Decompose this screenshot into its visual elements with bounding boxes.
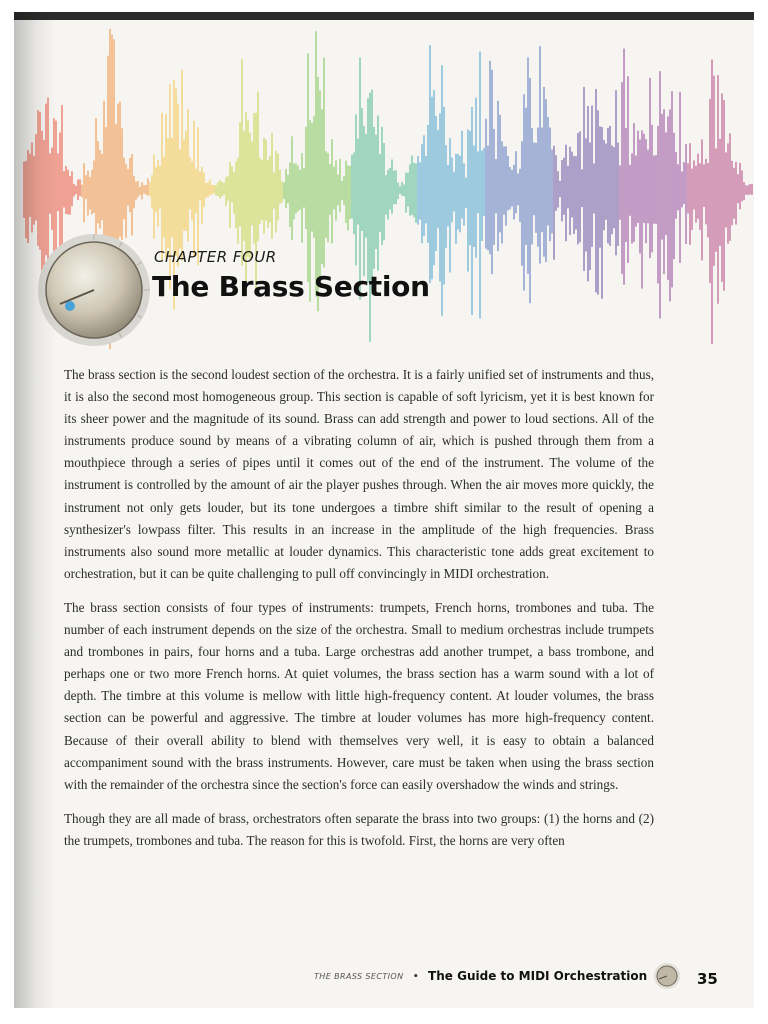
chapter-label: CHAPTER FOUR xyxy=(154,248,277,266)
footer-knob-icon xyxy=(653,962,681,990)
chapter-title: The Brass Section xyxy=(152,270,430,303)
footer-chapter-name: THE BRASS SECTION xyxy=(314,971,404,981)
book-page xyxy=(14,12,754,1008)
page-top-edge xyxy=(14,12,754,20)
footer-separator: • xyxy=(413,968,419,983)
paragraph-3: Though they are all made of brass, orchestrators often separate the brass into two groups: (1) the horns and (2) the trumpets, trombones and tuba. The reason for this is twofold. First, the horns are very often xyxy=(64,810,654,848)
footer-book-title: The Guide to MIDI Orchestration xyxy=(428,969,648,983)
paragraph-2: The brass section consists of four types of instruments: trumpets, French horns, trombones and tuba. The number of each instrument depends on the size of the orchestra. Small to medium orchestras include trumpets and trombones in pairs, four horns and a tuba. Large orchestras add another trumpet, a bass trombone, and perhaps one or two more French horns. At quiet volumes, the brass section has a warm sound with a lot of depth. The timbre at this volume is mellow with little high-frequency content. At louder volumes, the brass section can be powerful and aggressive. The timbre at louder volumes has more high-frequency content. Because of their overall ability to blend with themselves very well, it is easy to obtain a balanced accompaniment sound with the brass instruments. However, care must be taken when using the brass section with the remainder of the orchestra since the section's force can easily overshadow the winds and strings. xyxy=(64,599,654,792)
body-text xyxy=(64,364,654,864)
page-footer xyxy=(314,962,681,990)
page-number: 35 xyxy=(697,970,718,988)
dial-knob-icon xyxy=(34,230,154,350)
paragraph-1: The brass section is the second loudest section of the orchestra. It is a fairly unified set of instruments and thus, it is also the second most homogeneous group. This section is capable of soft lyricism, yet it is best known for its sheer power and the magnitude of its sound. Brass can add strength and power to loud sections. All of the instruments produce sound by means of a vibrating column of air, which is pushed through them from a mouthpiece through a series of pipes until it comes out of the end of the instrument. The volume of the instrument is controlled by the amount of air the player pushes through. When the air moves more quickly, the instrument not only gets louder, but its tone undergoes a timbre shift similar to the result of opening a synthesizer's lowpass filter. This results in an increase in the amplitude of the high frequencies. Brass instruments also sound more metallic at louder dynamics. This characteristic tone adds great excitement to orchestration, but it can be quite challenging to pull off convincingly in MIDI orchestration. xyxy=(64,367,654,581)
